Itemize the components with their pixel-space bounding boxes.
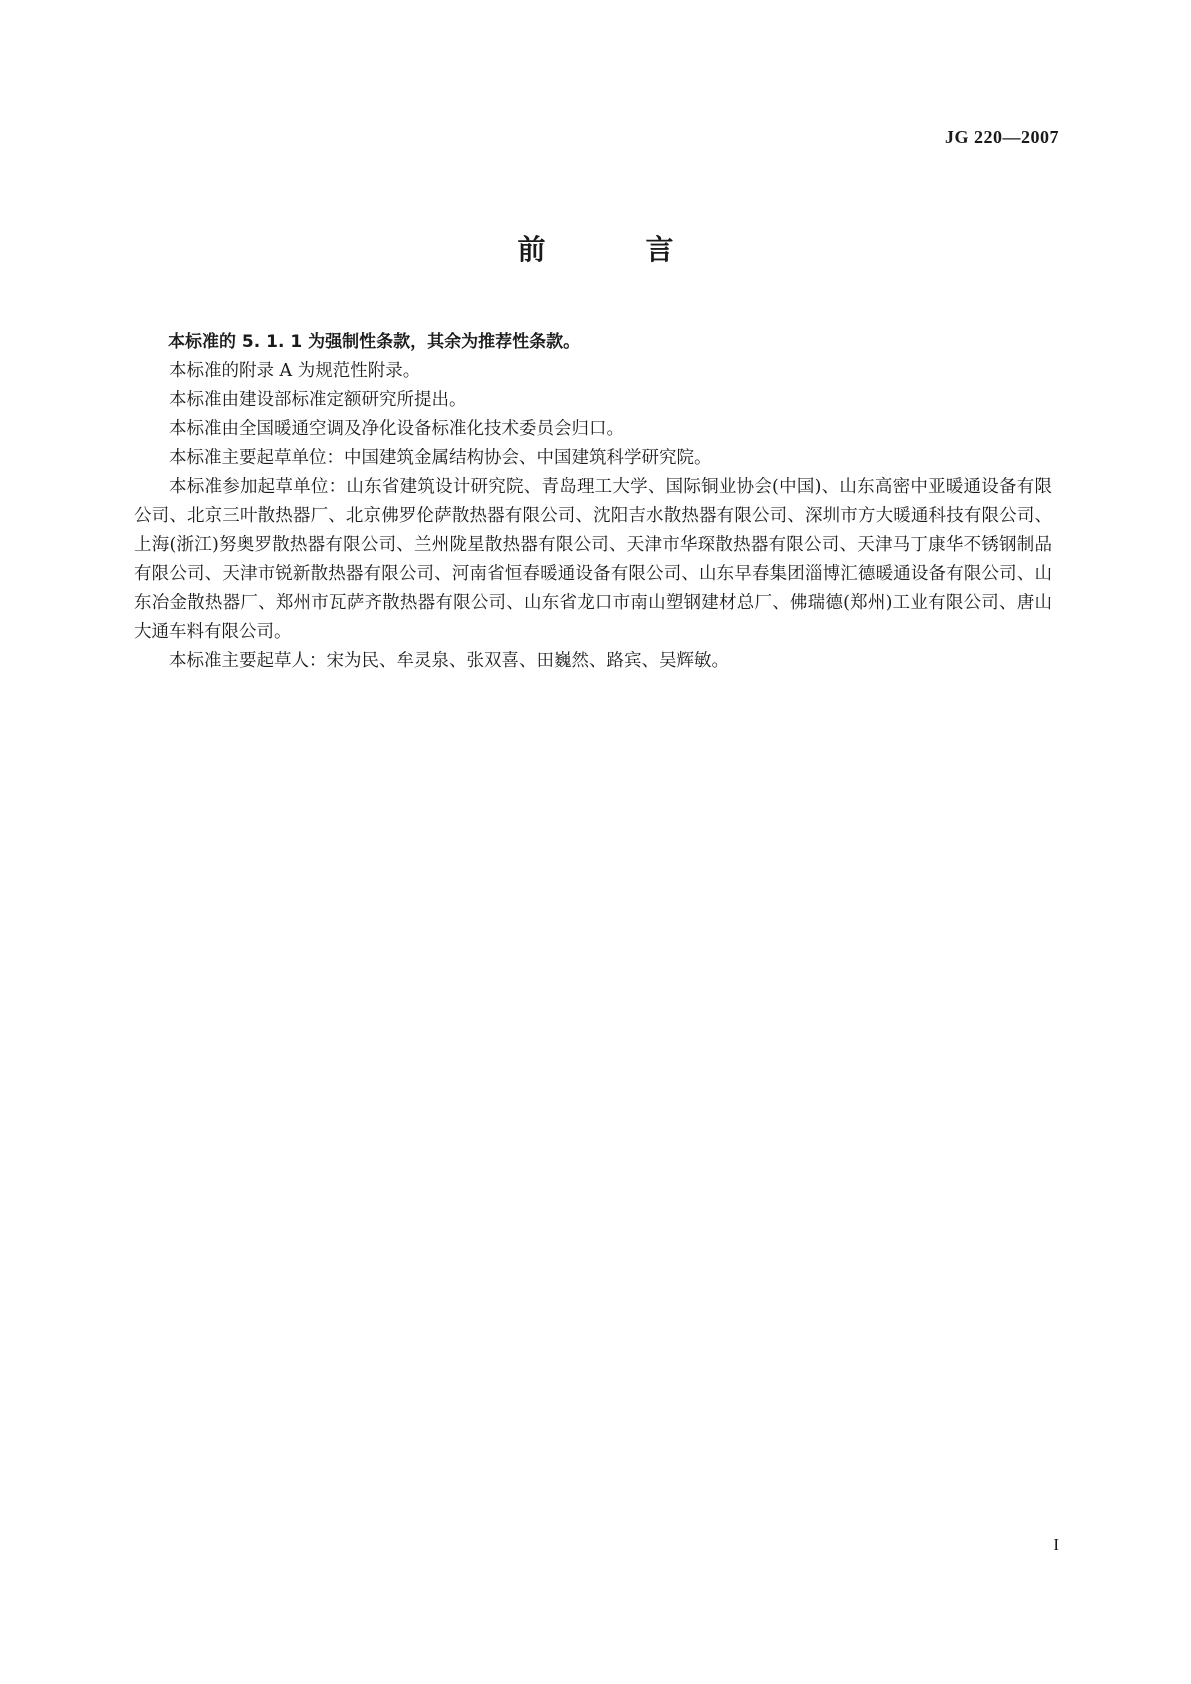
main-drafters-paragraph: 本标准主要起草人：宋为民、牟灵泉、张双喜、田巍然、路宾、吴辉敏。 [169,651,729,671]
proposer-paragraph: 本标准由建设部标准定额研究所提出。 [169,390,467,410]
standard-number: JG 220—2007 [944,127,1059,147]
mandatory-clause-paragraph: 本标准的 5. 1. 1 为强制性条款，其余为推荐性条款。 [168,332,581,352]
foreword-body [134,328,1052,676]
appendix-paragraph: 本标准的附录 A 为规范性附录。 [169,361,421,381]
main-drafting-units-paragraph: 本标准主要起草单位：中国建筑金属结构协会、中国建筑科学研究院。 [169,448,712,468]
page-number: I [1053,1535,1059,1554]
administration-paragraph: 本标准由全国暖通空调及净化设备标准化技术委员会归口。 [169,419,624,439]
participating-units-paragraph: 本标准参加起草单位：山东省建筑设计研究院、青岛理工大学、国际铜业协会(中国)、山东高密中亚暖通设备有限公司、北京三叶散热器厂、北京佛罗伦萨散热器有限公司、沈阳吉水散热器有限公司、深圳市方大暖通科技有限公司、上海(浙江)努奥罗散热器有限公司、兰州陇星散热器有限公司、天津市华琛散热器有限公司、天津马丁康华不锈钢制品有限公司、天津市锐新散热器有限公司、河南省恒春暖通设备有限公司、山东早春集团淄博汇德暖通设备有限公司、山东冶金散热器厂、郑州市瓦萨齐散热器有限公司、山东省龙口市南山塑钢建材总厂、佛瑞德(郑州)工业有限公司、唐山大通车料有限公司。 [134,477,1052,642]
page-title: 前 言 [517,233,710,266]
